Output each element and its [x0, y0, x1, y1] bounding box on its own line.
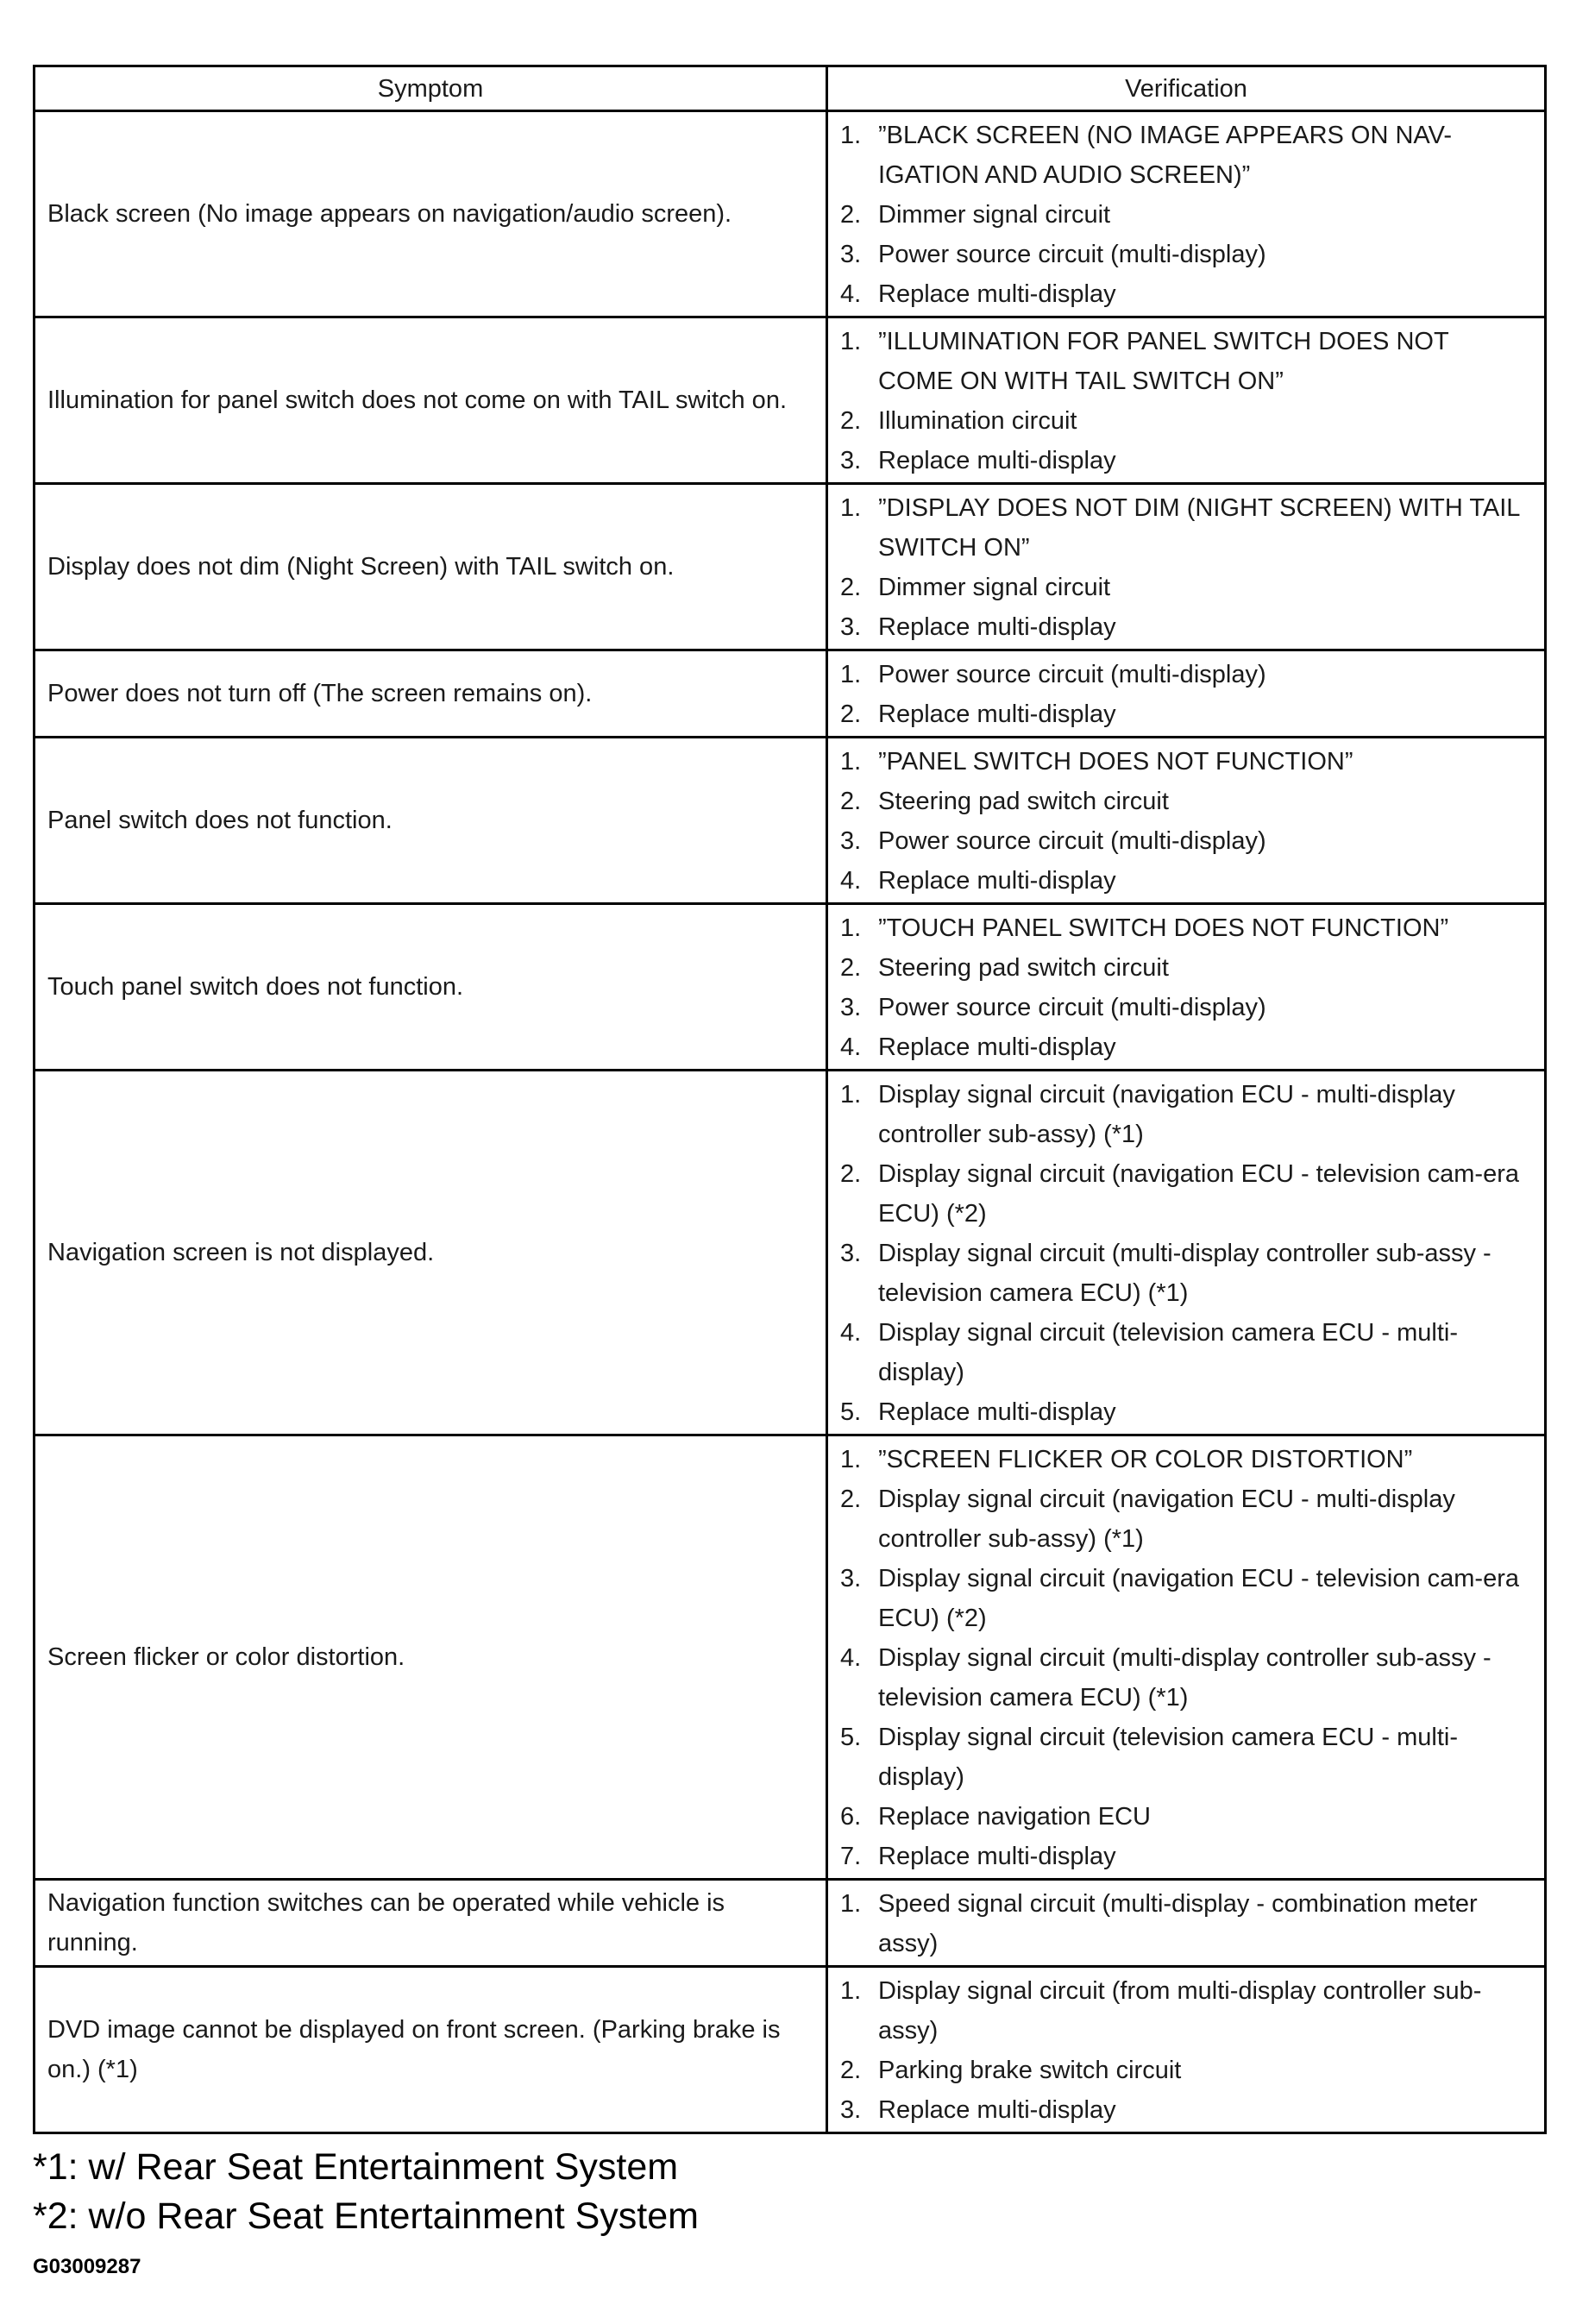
verification-step — [840, 1797, 1525, 1837]
step-text: Replace navigation ECU — [878, 1803, 1151, 1831]
verification-cell — [827, 484, 1546, 650]
verification-cell — [827, 738, 1546, 904]
step-number: 1. — [840, 1977, 862, 2005]
verification-step — [840, 1075, 1525, 1154]
step-number: 2. — [840, 201, 862, 229]
step-number: 1. — [840, 748, 862, 776]
verification-step — [840, 568, 1525, 607]
step-number: 6. — [840, 1803, 862, 1831]
verification-step — [840, 607, 1525, 647]
verification-cell — [827, 1967, 1546, 2133]
step-number: 3. — [840, 613, 862, 641]
step-text: Display signal circuit (television camera ECU - multi-display) — [878, 1319, 1459, 1386]
verification-step — [840, 1392, 1525, 1432]
footnote: *2: w/o Rear Seat Entertainment System — [33, 2195, 699, 2237]
verification-step — [840, 401, 1525, 441]
verification-step — [840, 694, 1525, 734]
verification-step — [840, 1884, 1525, 1963]
step-text: ”TOUCH PANEL SWITCH DOES NOT FUNCTION” — [878, 914, 1449, 942]
verification-step — [840, 908, 1525, 948]
verification-step — [840, 1154, 1525, 1234]
step-number: 2. — [840, 574, 862, 601]
verification-steps — [840, 908, 1525, 1067]
step-text: ”DISPLAY DOES NOT DIM (NIGHT SCREEN) WITH TAIL SWITCH ON” — [878, 494, 1520, 562]
step-number: 1. — [840, 328, 862, 355]
step-number: 3. — [840, 827, 862, 855]
verification-steps — [840, 1884, 1525, 1963]
verification-step — [840, 948, 1525, 988]
step-number: 2. — [840, 788, 862, 815]
symptom-cell: Screen flicker or color distortion. — [35, 1435, 827, 1880]
step-number: 3. — [840, 2096, 862, 2124]
diagnosis-table — [33, 65, 1547, 2134]
verification-cell — [827, 1880, 1546, 1967]
verification-step — [840, 1837, 1525, 1876]
step-number: 3. — [840, 1565, 862, 1592]
step-text: Display signal circuit (navigation ECU - multi-display controller sub-assy) (*1) — [878, 1081, 1455, 1148]
step-text: Replace multi-display — [878, 700, 1116, 728]
verification-step — [840, 1479, 1525, 1559]
verification-cell — [827, 111, 1546, 317]
table-row — [35, 738, 1546, 904]
step-number: 4. — [840, 1644, 862, 1672]
step-text: Speed signal circuit (multi-display - combination meter assy) — [878, 1890, 1478, 1957]
symptom-cell: DVD image cannot be displayed on front screen. (Parking brake is on.) (*1) — [35, 1967, 827, 2133]
step-number: 3. — [840, 994, 862, 1021]
verification-step — [840, 322, 1525, 401]
step-number: 1. — [840, 661, 862, 688]
verification-steps — [840, 655, 1525, 734]
symptom-cell: Navigation function switches can be operated while vehicle is running. — [35, 1880, 827, 1967]
step-number: 1. — [840, 1446, 862, 1473]
step-text: Display signal circuit (navigation ECU - television cam-era ECU) (*2) — [878, 1565, 1519, 1632]
step-number: 3. — [840, 241, 862, 268]
verification-step — [840, 1718, 1525, 1797]
verification-step — [840, 1971, 1525, 2051]
verification-cell — [827, 904, 1546, 1071]
step-number: 4. — [840, 1033, 862, 1061]
table-row — [35, 1967, 1546, 2133]
step-number: 1. — [840, 122, 862, 149]
step-text: Dimmer signal circuit — [878, 574, 1111, 601]
table-body — [35, 111, 1546, 2133]
verification-step — [840, 441, 1525, 481]
verification-step — [840, 655, 1525, 694]
step-number: 5. — [840, 1724, 862, 1751]
symptom-cell: Illumination for panel switch does not come on with TAIL switch on. — [35, 317, 827, 484]
verification-step — [840, 2090, 1525, 2130]
step-number: 4. — [840, 280, 862, 308]
verification-step — [840, 1234, 1525, 1313]
verification-step — [840, 1027, 1525, 1067]
symptom-cell: Display does not dim (Night Screen) with TAIL switch on. — [35, 484, 827, 650]
step-text: Steering pad switch circuit — [878, 788, 1169, 815]
verification-step — [840, 488, 1525, 568]
step-text: Display signal circuit (multi-display controller sub-assy - television camera ECU) (*1) — [878, 1644, 1492, 1712]
step-number: 2. — [840, 407, 862, 435]
table-header-row — [35, 66, 1546, 111]
step-text: Power source circuit (multi-display) — [878, 994, 1266, 1021]
verification-step — [840, 742, 1525, 782]
verification-steps — [840, 742, 1525, 901]
verification-step — [840, 274, 1525, 314]
step-text: Steering pad switch circuit — [878, 954, 1169, 982]
step-text: ”BLACK SCREEN (NO IMAGE APPEARS ON NAV-IGATION AND AUDIO SCREEN)” — [878, 122, 1453, 189]
step-text: Power source circuit (multi-display) — [878, 827, 1266, 855]
table-row — [35, 484, 1546, 650]
figure-id: G03009287 — [33, 2255, 141, 2278]
symptom-cell: Black screen (No image appears on navigation/audio screen). — [35, 111, 827, 317]
step-text: Display signal circuit (navigation ECU - multi-display controller sub-assy) (*1) — [878, 1485, 1455, 1553]
symptom-cell: Touch panel switch does not function. — [35, 904, 827, 1071]
verification-steps — [840, 488, 1525, 647]
step-number: 3. — [840, 447, 862, 474]
step-number: 2. — [840, 700, 862, 728]
step-number: 1. — [840, 1081, 862, 1109]
verification-steps — [840, 116, 1525, 314]
symptom-cell: Navigation screen is not displayed. — [35, 1071, 827, 1435]
step-text: Illumination circuit — [878, 407, 1077, 435]
step-number: 2. — [840, 954, 862, 982]
symptom-column-header: Symptom — [35, 66, 827, 111]
verification-step — [840, 116, 1525, 195]
verification-step — [840, 195, 1525, 235]
verification-step — [840, 1440, 1525, 1479]
verification-steps — [840, 322, 1525, 481]
verification-steps — [840, 1971, 1525, 2130]
step-text: Display signal circuit (television camera ECU - multi-display) — [878, 1724, 1459, 1791]
step-text: Replace multi-display — [878, 867, 1116, 895]
step-text: Replace multi-display — [878, 1398, 1116, 1426]
table-row — [35, 111, 1546, 317]
step-text: Replace multi-display — [878, 2096, 1116, 2124]
step-number: 2. — [840, 1160, 862, 1188]
table-row — [35, 1435, 1546, 1880]
step-text: Replace multi-display — [878, 1033, 1116, 1061]
verification-cell — [827, 650, 1546, 738]
step-number: 7. — [840, 1843, 862, 1870]
step-number: 3. — [840, 1240, 862, 1267]
verification-step — [840, 821, 1525, 861]
step-text: ”PANEL SWITCH DOES NOT FUNCTION” — [878, 748, 1353, 776]
step-number: 4. — [840, 867, 862, 895]
step-text: Display signal circuit (navigation ECU - television cam-era ECU) (*2) — [878, 1160, 1519, 1228]
step-text: ”ILLUMINATION FOR PANEL SWITCH DOES NOT COME ON WITH TAIL SWITCH ON” — [878, 328, 1449, 395]
step-text: Replace multi-display — [878, 613, 1116, 641]
verification-cell — [827, 1071, 1546, 1435]
step-text: Replace multi-display — [878, 1843, 1116, 1870]
table-row — [35, 904, 1546, 1071]
step-number: 1. — [840, 914, 862, 942]
verification-step — [840, 1313, 1525, 1392]
verification-step — [840, 235, 1525, 274]
verification-step — [840, 988, 1525, 1027]
table-row — [35, 650, 1546, 738]
verification-step — [840, 2051, 1525, 2090]
step-text: Power source circuit (multi-display) — [878, 241, 1266, 268]
step-number: 2. — [840, 1485, 862, 1513]
table-row — [35, 317, 1546, 484]
footnotes — [33, 2143, 1544, 2241]
table-row — [35, 1880, 1546, 1967]
step-text: Display signal circuit (multi-display controller sub-assy - television camera ECU) (*1) — [878, 1240, 1492, 1307]
symptom-cell: Power does not turn off (The screen remains on). — [35, 650, 827, 738]
verification-step — [840, 861, 1525, 901]
verification-column-header: Verification — [827, 66, 1546, 111]
step-number: 1. — [840, 494, 862, 522]
step-number: 2. — [840, 2057, 862, 2084]
footnote: *1: w/ Rear Seat Entertainment System — [33, 2146, 679, 2188]
step-text: Replace multi-display — [878, 280, 1116, 308]
step-text: Display signal circuit (from multi-display controller sub-assy) — [878, 1977, 1482, 2044]
verification-cell — [827, 317, 1546, 484]
step-text: Dimmer signal circuit — [878, 201, 1111, 229]
symptom-cell: Panel switch does not function. — [35, 738, 827, 904]
step-text: Power source circuit (multi-display) — [878, 661, 1266, 688]
step-number: 4. — [840, 1319, 862, 1347]
verification-step — [840, 782, 1525, 821]
document-page — [33, 65, 1544, 2279]
verification-step — [840, 1559, 1525, 1638]
step-text: Parking brake switch circuit — [878, 2057, 1182, 2084]
verification-step — [840, 1638, 1525, 1718]
verification-steps — [840, 1075, 1525, 1432]
step-text: ”SCREEN FLICKER OR COLOR DISTORTION” — [878, 1446, 1413, 1473]
table-row — [35, 1071, 1546, 1435]
verification-cell — [827, 1435, 1546, 1880]
step-number: 5. — [840, 1398, 862, 1426]
step-number: 1. — [840, 1890, 862, 1918]
step-text: Replace multi-display — [878, 447, 1116, 474]
verification-steps — [840, 1440, 1525, 1876]
